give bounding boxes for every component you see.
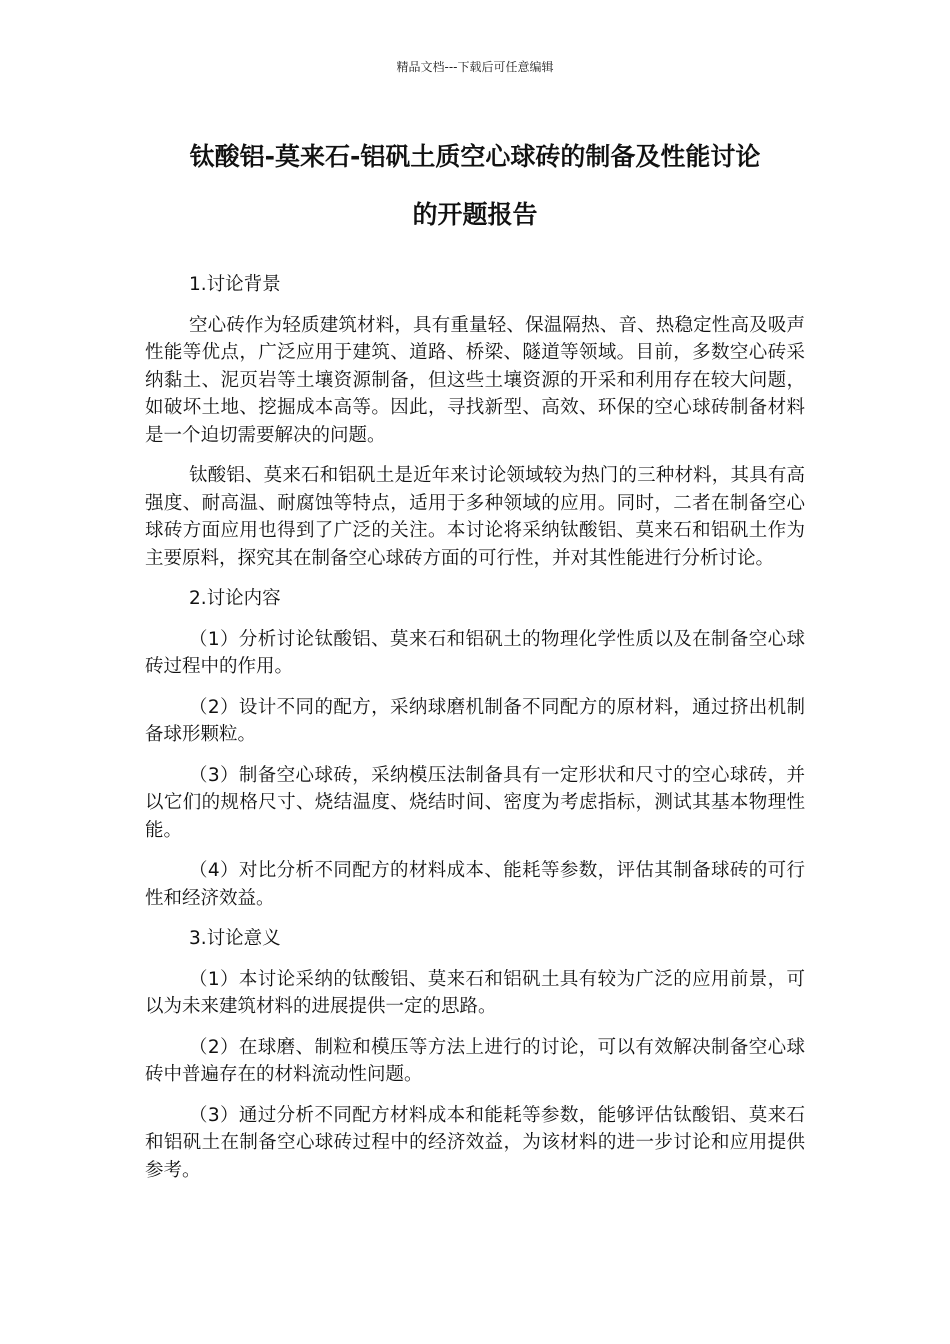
content-item-1: （1）分析讨论钛酸铝、莫来石和铝矾土的物理化学性质以及在制备空心球砖过程中的作用。 [145, 628, 805, 677]
section-heading-background: 1.讨论背景 [189, 274, 281, 295]
page-header: 精品文档---下载后可任意编辑 [396, 60, 554, 74]
significance-item-3: （3）通过分析不同配方材料成本和能耗等参数，能够评估钛酸铝、莫来石和铝矾土在制备空心球砖过程中的经济效益，为该材料的进一步讨论和应用提供参考。 [145, 1104, 805, 1181]
section-heading-significance: 3.讨论意义 [189, 928, 281, 949]
significance-item-2: （2）在球磨、制粒和模压等方法上进行的讨论，可以有效解决制备空心球砖中普遍存在的材料流动性问题。 [145, 1036, 805, 1085]
document-title-line-2: 的开题报告 [412, 200, 538, 229]
document-body [145, 271, 805, 1197]
background-paragraph-2: 钛酸铝、莫来石和铝矾土是近年来讨论领域较为热门的三种材料，其具有高强度、耐高温、耐腐蚀等特点，适用于多种领域的应用。同时，二者在制备空心球砖方面应用也得到了广泛的关注。本讨论将采纳钛酸铝、莫来石和铝矾土作为主要原料，探究其在制备空心球砖方面的可行性，并对其性能进行分析讨论。 [145, 465, 805, 569]
document-title-line-1: 钛酸铝-莫来石-铝矾土质空心球砖的制备及性能讨论 [189, 142, 761, 171]
content-item-2: （2）设计不同的配方，采纳球磨机制备不同配方的原材料，通过挤出机制备球形颗粒。 [145, 696, 805, 745]
content-item-3: （3）制备空心球砖，采纳模压法制备具有一定形状和尺寸的空心球砖，并以它们的规格尺寸、烧结温度、烧结时间、密度为考虑指标，测试其基本物理性能。 [145, 764, 805, 841]
significance-item-1: （1）本讨论采纳的钛酸铝、莫来石和铝矾土具有较为广泛的应用前景，可以为未来建筑材料的进展提供一定的思路。 [145, 968, 805, 1017]
section-heading-content: 2.讨论内容 [189, 588, 281, 609]
background-paragraph-1: 空心砖作为轻质建筑材料，具有重量轻、保温隔热、音、热稳定性高及吸声性能等优点，广泛应用于建筑、道路、桥梁、隧道等领域。目前，多数空心砖采纳黏土、泥页岩等土壤资源制备，但这些土壤资源的开采和利用存在较大问题，如破坏土地、挖掘成本高等。因此，寻找新型、高效、环保的空心球砖制备材料是一个迫切需要解决的问题。 [145, 314, 805, 446]
content-item-4: （4）对比分析不同配方的材料成本、能耗等参数，评估其制备球砖的可行性和经济效益。 [145, 860, 805, 909]
